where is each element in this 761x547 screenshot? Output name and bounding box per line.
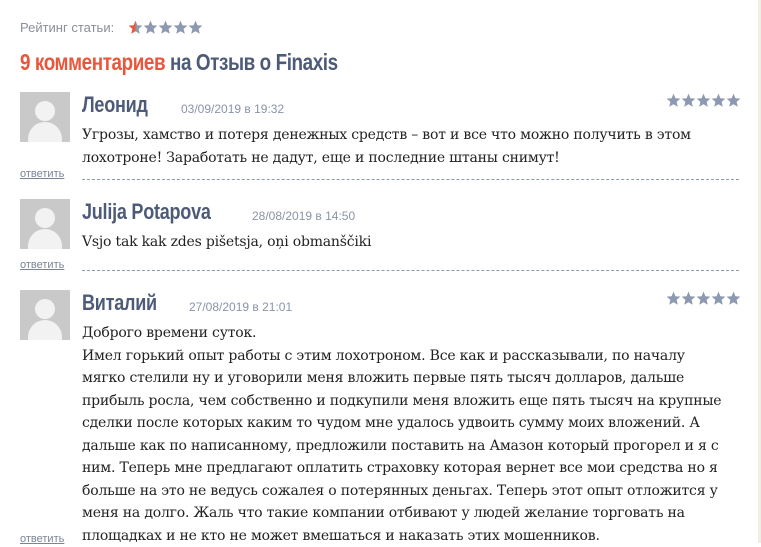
comment-text [82,322,732,547]
star-icon [696,93,711,108]
star-icon [173,20,188,35]
comment-author: Леонид [82,92,148,118]
avatar-head-icon [35,101,55,121]
star-icon [696,291,711,306]
reply-link[interactable]: ответить [20,168,64,180]
avatar-head-icon [35,299,55,319]
comment-divider [82,270,739,271]
comments-heading [20,49,338,76]
comments-heading-subject: на Отзыв о Finaxis [170,49,338,75]
article-rating-label: Рейтинг статьи: [20,20,128,35]
avatar-body-icon [28,122,62,142]
avatar [20,290,70,340]
article-rating-stars[interactable] [128,20,203,35]
comment-date: 27/08/2019 в 21:01 [189,300,292,314]
star-icon [711,291,726,306]
star-icon [711,93,726,108]
avatar [20,92,70,142]
comment-text: Угрозы, хамство и потеря денежных средств – вот и все что можно получить в этом лохотроне! Заработать не дадут, еще и последние штаны снимут! [82,124,732,169]
star-icon [128,20,143,35]
avatar-body-icon [28,320,62,340]
avatar-body-icon [28,229,62,249]
avatar [20,199,70,249]
comment-greeting: Доброго времени суток. [82,322,732,345]
comment-rating-stars [666,93,741,108]
comment-body: Имел горький опыт работы с этим лохотроном. Все как и рассказывали, по началу мягко стелили ну и уговорили меня вложить первые пять тысяч долларов, дальше прибыль росла, чем собственно и подкупили меня вложить еще пять тысяч на крупные сделки после которых каким то чудом мне удалось удвоить сумму моих вложений. А дальше как по написанному, предложили поставить на Амазон который прогорел и я с ним. Теперь мне предлагают оплатить страховку которая вернет все мои средства но я больше на это не ведусь сожалея о потерянных деньгах. Теперь этот опыт отложится у меня на долго. Жаль что такие компании отбивают у людей желание торговать на площадках и не кто не может вмешаться и наказать этих мошенников. [82,345,732,547]
star-icon [666,291,681,306]
star-icon [188,20,203,35]
comment-author: Julija Potapova [82,199,211,225]
star-icon [158,20,173,35]
reply-link[interactable]: ответить [20,259,64,271]
star-icon [681,291,696,306]
star-icon [666,93,681,108]
comments-count: 9 комментариев [20,49,165,75]
avatar-head-icon [35,208,55,228]
star-icon [681,93,696,108]
comment-date: 03/09/2019 в 19:32 [181,102,284,116]
star-icon [726,93,741,108]
comment-rating-stars [666,291,741,306]
comment-date: 28/08/2019 в 14:50 [252,209,355,223]
comment-text: Vsjo tak kak zdes pišetsja, oņi obmanščiki [82,231,732,254]
star-icon [143,20,158,35]
comment-divider [82,179,739,180]
star-icon [726,291,741,306]
comment-author: Виталий [82,290,157,316]
reply-link[interactable]: ответить [20,533,64,545]
article-rating [20,18,203,36]
